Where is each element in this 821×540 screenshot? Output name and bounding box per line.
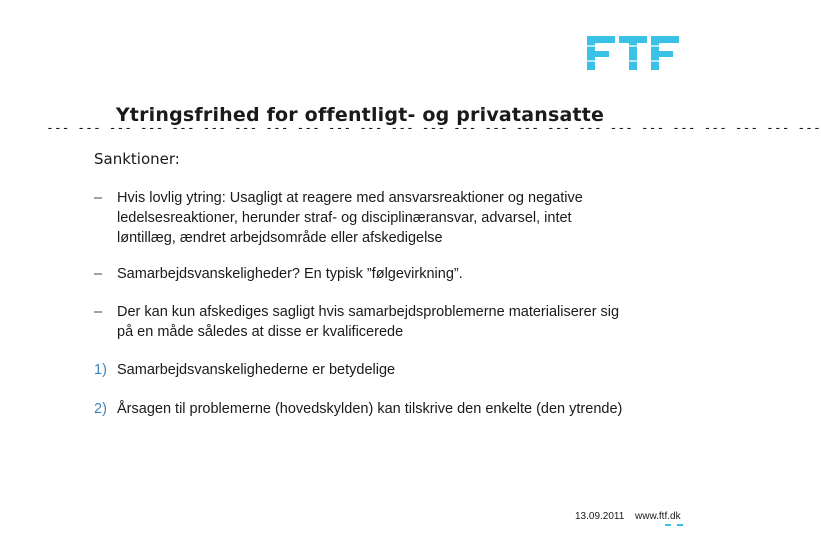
dash-marker: – <box>94 190 103 206</box>
numbered-item <box>94 360 634 380</box>
dash-marker: – <box>94 304 103 320</box>
footer-url[interactable]: www.ftf.dk <box>635 511 681 522</box>
ftf-logo <box>587 36 681 70</box>
list-item <box>94 264 634 284</box>
slide-title: Ytringsfrihed for offentligt- og privatansatte <box>115 104 605 126</box>
section-heading: Sanktioner: <box>94 150 180 168</box>
footer-date: 13.09.2011 <box>575 511 625 522</box>
dash-marker: – <box>94 266 103 282</box>
number-marker: 2) <box>94 401 107 417</box>
dashed-divider: --- --- --- --- --- --- --- --- --- --- --- --- --- --- --- --- --- --- --- --- --- --- --- --- --- <box>46 121 821 136</box>
numbered-item <box>94 399 634 419</box>
list-item-text: Hvis lovlig ytring: Usagligt at reagere med ansvarsreaktioner og negative ledelsesreaktioner, herunder straf- og disciplinæransvar, advarsel, intet løntillæg, ændret arbejdsområde eller afskedigelse <box>117 190 583 246</box>
footer-url-underline <box>665 524 683 526</box>
list-item <box>94 302 634 342</box>
list-item-text: Der kan kun afskediges sagligt hvis samarbejdsproblemerne materialiserer sig på en måde således at disse er kvalificerede <box>117 304 620 340</box>
number-marker: 1) <box>94 362 107 378</box>
list-item-text: Samarbejdsvanskelighederne er betydelige <box>117 362 396 378</box>
list-item <box>94 188 634 248</box>
list-item-text: Årsagen til problemerne (hovedskylden) kan tilskrive den enkelte (den ytrende) <box>117 401 623 417</box>
list-item-text: Samarbejdsvanskeligheder? En typisk ”følgevirkning”. <box>117 266 463 282</box>
